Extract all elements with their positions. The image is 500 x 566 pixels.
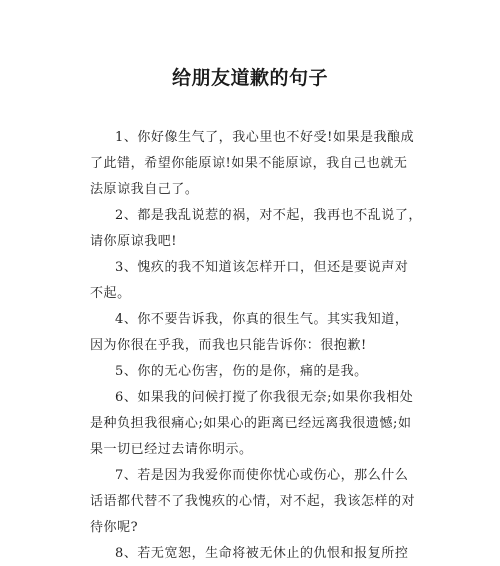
document-title: 给朋友道歉的句子: [171, 67, 328, 89]
paragraph-line: 请你原谅我吧!: [90, 234, 178, 249]
paragraph-line: 4、你不要告诉我，你真的很生气。其实我知道，: [115, 312, 409, 327]
paragraph-line: 果一切已经过去请你明示。: [90, 442, 253, 457]
paragraph-line: 1、你好像生气了，我心里也不好受!如果是我酿成: [115, 130, 415, 145]
paragraph-line: 是种负担我很痛心;如果心的距离已经远离我很遗憾;如: [90, 416, 412, 431]
paragraph-line: 话语都代替不了我愧疚的心情，对不起，我该怎样的对: [90, 494, 416, 509]
paragraph-line: 8、若无宽恕，生命将被无休止的仇恨和报复所控: [115, 546, 409, 561]
paragraph-line: 3、愧疚的我不知道该怎样开口，但还是要说声对: [115, 260, 409, 275]
paragraph-line: 2、都是我乱说惹的祸，对不起，我再也不乱说了，: [115, 208, 422, 223]
paragraph-line: 因为你很在乎我，而我也只能告诉你：很抱歉!: [90, 338, 367, 353]
paragraph-line: 6、如果我的问候打搅了你我很无奈;如果你我相处: [115, 390, 414, 405]
paragraph-line: 待你呢?: [90, 520, 139, 535]
paragraph-line: 7、若是因为我爱你而使你忧心或伤心，那么什么: [115, 468, 409, 483]
paragraph-line: 了此错，希望你能原谅!如果不能原谅，我自己也就无: [90, 156, 408, 171]
paragraph-line: 5、你的无心伤害，伤的是你，痛的是我。: [115, 364, 368, 379]
paragraph-line: 不起。: [90, 286, 131, 301]
paragraph-line: 法原谅我自己了。: [90, 182, 199, 197]
